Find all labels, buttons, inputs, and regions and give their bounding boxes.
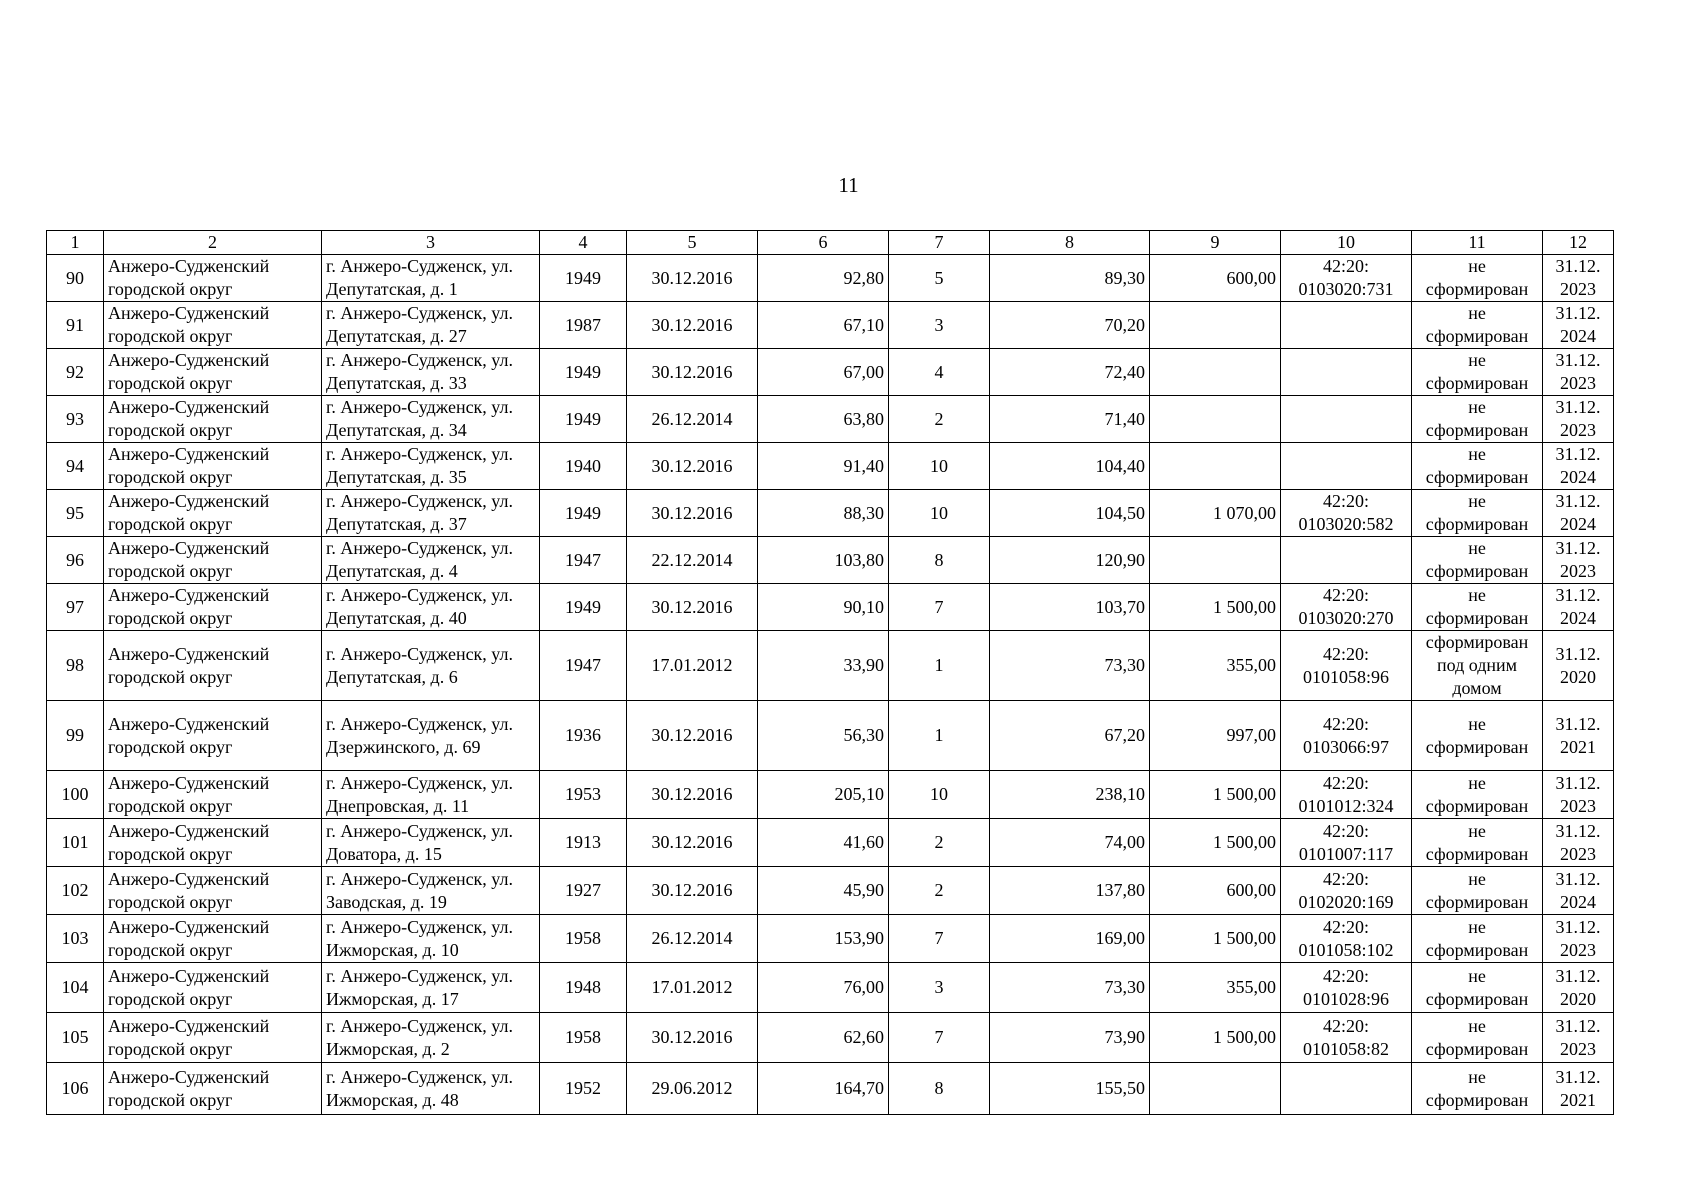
cell-year: 1927: [540, 867, 627, 915]
cell-col8: 73,90: [990, 1013, 1150, 1063]
cell-col6: 153,90: [758, 915, 889, 963]
cell-col9: 997,00: [1150, 701, 1281, 771]
cell-municipality: Анжеро-Судженский городской округ: [104, 255, 322, 302]
cell-address: г. Анжеро-Судженск, ул. Дзержинского, д. 69: [322, 701, 540, 771]
column-header: 12: [1543, 231, 1614, 255]
cell-number: 97: [47, 584, 104, 631]
cell-number: 105: [47, 1013, 104, 1063]
column-header: 1: [47, 231, 104, 255]
cell-col6: 33,90: [758, 631, 889, 701]
cell-col8: 74,00: [990, 819, 1150, 867]
table-row: [47, 255, 1614, 302]
cell-land-status: не сформирован: [1412, 443, 1543, 490]
cell-address: г. Анжеро-Судженск, ул. Доватора, д. 15: [322, 819, 540, 867]
cell-year: 1987: [540, 302, 627, 349]
cell-col7: 7: [889, 1013, 990, 1063]
cell-cadastral-number: 42:20: 0101058:96: [1281, 631, 1412, 701]
cell-col9: 1 500,00: [1150, 819, 1281, 867]
cell-cadastral-number: 42:20: 0103066:97: [1281, 701, 1412, 771]
cell-deadline: 31.12. 2023: [1543, 915, 1614, 963]
cell-address: г. Анжеро-Судженск, ул. Депутатская, д. 6: [322, 631, 540, 701]
cell-date: 30.12.2016: [627, 443, 758, 490]
cell-number: 98: [47, 631, 104, 701]
table-row: [47, 302, 1614, 349]
cell-col6: 45,90: [758, 867, 889, 915]
cell-year: 1949: [540, 584, 627, 631]
cell-col9: [1150, 443, 1281, 490]
cell-col9: [1150, 537, 1281, 584]
cell-municipality: Анжеро-Судженский городской округ: [104, 867, 322, 915]
cell-municipality: Анжеро-Судженский городской округ: [104, 349, 322, 396]
cell-deadline: 31.12. 2023: [1543, 255, 1614, 302]
cell-date: 30.12.2016: [627, 302, 758, 349]
cell-deadline: 31.12. 2021: [1543, 701, 1614, 771]
cell-year: 1947: [540, 537, 627, 584]
cell-col7: 8: [889, 1063, 990, 1115]
cell-date: 30.12.2016: [627, 255, 758, 302]
cell-year: 1948: [540, 963, 627, 1013]
cell-cadastral-number: 42:20: 0102020:169: [1281, 867, 1412, 915]
cell-deadline: 31.12. 2024: [1543, 584, 1614, 631]
cell-municipality: Анжеро-Судженский городской округ: [104, 537, 322, 584]
cell-deadline: 31.12. 2023: [1543, 396, 1614, 443]
cell-date: 17.01.2012: [627, 631, 758, 701]
table-row: [47, 349, 1614, 396]
cell-address: г. Анжеро-Судженск, ул. Депутатская, д. 40: [322, 584, 540, 631]
column-header: 4: [540, 231, 627, 255]
cell-number: 94: [47, 443, 104, 490]
cell-col7: 4: [889, 349, 990, 396]
cell-col8: 155,50: [990, 1063, 1150, 1115]
cell-land-status: не сформирован: [1412, 915, 1543, 963]
cell-cadastral-number: [1281, 1063, 1412, 1115]
cell-municipality: Анжеро-Судженский городской округ: [104, 584, 322, 631]
cell-address: г. Анжеро-Судженск, ул. Днепровская, д. 11: [322, 771, 540, 819]
cell-address: г. Анжеро-Судженск, ул. Депутатская, д. 37: [322, 490, 540, 537]
cell-col6: 67,00: [758, 349, 889, 396]
cell-col7: 1: [889, 631, 990, 701]
cell-municipality: Анжеро-Судженский городской округ: [104, 396, 322, 443]
table-row: [47, 963, 1614, 1013]
cell-municipality: Анжеро-Судженский городской округ: [104, 490, 322, 537]
cell-year: 1949: [540, 490, 627, 537]
cell-number: 104: [47, 963, 104, 1013]
cell-cadastral-number: 42:20: 0103020:270: [1281, 584, 1412, 631]
cell-col9: 1 500,00: [1150, 584, 1281, 631]
cell-year: 1953: [540, 771, 627, 819]
cell-date: 30.12.2016: [627, 819, 758, 867]
cell-number: 99: [47, 701, 104, 771]
column-header: 6: [758, 231, 889, 255]
cell-col7: 5: [889, 255, 990, 302]
table-row: [47, 537, 1614, 584]
cell-year: 1952: [540, 1063, 627, 1115]
cell-municipality: Анжеро-Судженский городской округ: [104, 1013, 322, 1063]
cell-col6: 88,30: [758, 490, 889, 537]
cell-address: г. Анжеро-Судженск, ул. Депутатская, д. 35: [322, 443, 540, 490]
cell-year: 1949: [540, 396, 627, 443]
cell-deadline: 31.12. 2021: [1543, 1063, 1614, 1115]
header-row: [47, 231, 1614, 255]
cell-cadastral-number: 42:20: 0101007:117: [1281, 819, 1412, 867]
cell-land-status: не сформирован: [1412, 349, 1543, 396]
table-row: [47, 396, 1614, 443]
cell-deadline: 31.12. 2023: [1543, 771, 1614, 819]
cell-land-status: не сформирован: [1412, 819, 1543, 867]
cell-cadastral-number: 42:20: 0101028:96: [1281, 963, 1412, 1013]
cell-land-status: не сформирован: [1412, 302, 1543, 349]
cell-date: 17.01.2012: [627, 963, 758, 1013]
cell-address: г. Анжеро-Судженск, ул. Ижморская, д. 17: [322, 963, 540, 1013]
cell-year: 1958: [540, 1013, 627, 1063]
table-row: [47, 584, 1614, 631]
cell-deadline: 31.12. 2024: [1543, 490, 1614, 537]
cell-col7: 2: [889, 867, 990, 915]
cell-col9: 600,00: [1150, 255, 1281, 302]
cell-cadastral-number: [1281, 302, 1412, 349]
table-row: [47, 443, 1614, 490]
cell-col7: 3: [889, 963, 990, 1013]
cell-land-status: не сформирован: [1412, 1063, 1543, 1115]
cell-number: 103: [47, 915, 104, 963]
cell-number: 93: [47, 396, 104, 443]
cell-col8: 103,70: [990, 584, 1150, 631]
housing-registry-table: [46, 230, 1614, 1115]
cell-cadastral-number: [1281, 396, 1412, 443]
cell-col6: 90,10: [758, 584, 889, 631]
cell-col6: 91,40: [758, 443, 889, 490]
cell-date: 26.12.2014: [627, 915, 758, 963]
table-row: [47, 701, 1614, 771]
cell-col9: [1150, 302, 1281, 349]
cell-col8: 70,20: [990, 302, 1150, 349]
cell-year: 1949: [540, 255, 627, 302]
cell-cadastral-number: 42:20: 0101012:324: [1281, 771, 1412, 819]
cell-number: 95: [47, 490, 104, 537]
cell-col9: 1 500,00: [1150, 1013, 1281, 1063]
cell-year: 1947: [540, 631, 627, 701]
column-header: 3: [322, 231, 540, 255]
cell-number: 92: [47, 349, 104, 396]
column-header: 10: [1281, 231, 1412, 255]
cell-col9: 1 070,00: [1150, 490, 1281, 537]
cell-land-status: не сформирован: [1412, 584, 1543, 631]
cell-col7: 10: [889, 771, 990, 819]
cell-year: 1913: [540, 819, 627, 867]
cell-deadline: 31.12. 2023: [1543, 537, 1614, 584]
cell-cadastral-number: 42:20: 0101058:82: [1281, 1013, 1412, 1063]
cell-col6: 103,80: [758, 537, 889, 584]
table-row: [47, 915, 1614, 963]
cell-year: 1958: [540, 915, 627, 963]
cell-land-status: не сформирован: [1412, 701, 1543, 771]
cell-col7: 2: [889, 396, 990, 443]
cell-date: 30.12.2016: [627, 349, 758, 396]
cell-col7: 10: [889, 443, 990, 490]
cell-date: 30.12.2016: [627, 701, 758, 771]
table-row: [47, 490, 1614, 537]
cell-number: 106: [47, 1063, 104, 1115]
cell-col6: 205,10: [758, 771, 889, 819]
cell-col7: 10: [889, 490, 990, 537]
cell-municipality: Анжеро-Судженский городской округ: [104, 302, 322, 349]
cell-date: 30.12.2016: [627, 1013, 758, 1063]
cell-number: 101: [47, 819, 104, 867]
cell-cadastral-number: [1281, 443, 1412, 490]
column-header: 5: [627, 231, 758, 255]
cell-date: 30.12.2016: [627, 584, 758, 631]
table-row: [47, 1013, 1614, 1063]
cell-col7: 2: [889, 819, 990, 867]
cell-col7: 8: [889, 537, 990, 584]
cell-col8: 89,30: [990, 255, 1150, 302]
cell-deadline: 31.12. 2020: [1543, 963, 1614, 1013]
table-row: [47, 771, 1614, 819]
cell-col9: [1150, 1063, 1281, 1115]
cell-col9: 1 500,00: [1150, 915, 1281, 963]
table-row: [47, 867, 1614, 915]
cell-municipality: Анжеро-Судженский городской округ: [104, 915, 322, 963]
cell-number: 90: [47, 255, 104, 302]
cell-cadastral-number: 42:20: 0103020:731: [1281, 255, 1412, 302]
cell-col8: 71,40: [990, 396, 1150, 443]
cell-municipality: Анжеро-Судженский городской округ: [104, 1063, 322, 1115]
cell-land-status: не сформирован: [1412, 537, 1543, 584]
cell-col8: 169,00: [990, 915, 1150, 963]
cell-col7: 7: [889, 915, 990, 963]
table-row: [47, 631, 1614, 701]
column-header: 7: [889, 231, 990, 255]
cell-address: г. Анжеро-Судженск, ул. Депутатская, д. 34: [322, 396, 540, 443]
cell-col9: [1150, 396, 1281, 443]
cell-col6: 62,60: [758, 1013, 889, 1063]
column-header: 2: [104, 231, 322, 255]
cell-land-status: не сформирован: [1412, 963, 1543, 1013]
cell-number: 102: [47, 867, 104, 915]
cell-address: г. Анжеро-Судженск, ул. Ижморская, д. 2: [322, 1013, 540, 1063]
cell-col8: 73,30: [990, 963, 1150, 1013]
cell-municipality: Анжеро-Судженский городской округ: [104, 701, 322, 771]
cell-date: 29.06.2012: [627, 1063, 758, 1115]
cell-cadastral-number: 42:20: 0101058:102: [1281, 915, 1412, 963]
cell-date: 30.12.2016: [627, 867, 758, 915]
cell-col7: 1: [889, 701, 990, 771]
cell-land-status: не сформирован: [1412, 771, 1543, 819]
cell-land-status: не сформирован: [1412, 490, 1543, 537]
cell-address: г. Анжеро-Судженск, ул. Депутатская, д. 33: [322, 349, 540, 396]
cell-land-status: не сформирован: [1412, 255, 1543, 302]
cell-col8: 104,50: [990, 490, 1150, 537]
cell-col7: 3: [889, 302, 990, 349]
cell-date: 22.12.2014: [627, 537, 758, 584]
column-header: 9: [1150, 231, 1281, 255]
cell-land-status: не сформирован: [1412, 396, 1543, 443]
cell-col9: 355,00: [1150, 631, 1281, 701]
cell-col8: 238,10: [990, 771, 1150, 819]
cell-year: 1940: [540, 443, 627, 490]
cell-deadline: 31.12. 2024: [1543, 443, 1614, 490]
cell-address: г. Анжеро-Судженск, ул. Ижморская, д. 48: [322, 1063, 540, 1115]
cell-col6: 41,60: [758, 819, 889, 867]
cell-col8: 72,40: [990, 349, 1150, 396]
cell-deadline: 31.12. 2024: [1543, 867, 1614, 915]
cell-cadastral-number: [1281, 349, 1412, 396]
cell-address: г. Анжеро-Судженск, ул. Депутатская, д. 1: [322, 255, 540, 302]
cell-col9: 1 500,00: [1150, 771, 1281, 819]
cell-deadline: 31.12. 2024: [1543, 302, 1614, 349]
cell-number: 100: [47, 771, 104, 819]
cell-col6: 164,70: [758, 1063, 889, 1115]
cell-address: г. Анжеро-Судженск, ул. Ижморская, д. 10: [322, 915, 540, 963]
cell-address: г. Анжеро-Судженск, ул. Депутатская, д. 4: [322, 537, 540, 584]
cell-address: г. Анжеро-Судженск, ул. Заводская, д. 19: [322, 867, 540, 915]
cell-col6: 56,30: [758, 701, 889, 771]
cell-col9: 355,00: [1150, 963, 1281, 1013]
table-row: [47, 819, 1614, 867]
cell-deadline: 31.12. 2023: [1543, 1013, 1614, 1063]
column-header: 8: [990, 231, 1150, 255]
cell-col8: 120,90: [990, 537, 1150, 584]
cell-col8: 104,40: [990, 443, 1150, 490]
column-header: 11: [1412, 231, 1543, 255]
cell-municipality: Анжеро-Судженский городской округ: [104, 963, 322, 1013]
cell-col9: [1150, 349, 1281, 396]
cell-deadline: 31.12. 2023: [1543, 349, 1614, 396]
cell-col6: 92,80: [758, 255, 889, 302]
cell-col7: 7: [889, 584, 990, 631]
cell-land-status: не сформирован: [1412, 1013, 1543, 1063]
cell-municipality: Анжеро-Судженский городской округ: [104, 631, 322, 701]
cell-col8: 67,20: [990, 701, 1150, 771]
cell-municipality: Анжеро-Судженский городской округ: [104, 443, 322, 490]
cell-col9: 600,00: [1150, 867, 1281, 915]
cell-number: 96: [47, 537, 104, 584]
cell-municipality: Анжеро-Судженский городской округ: [104, 771, 322, 819]
cell-municipality: Анжеро-Судженский городской округ: [104, 819, 322, 867]
cell-date: 30.12.2016: [627, 771, 758, 819]
cell-deadline: 31.12. 2023: [1543, 819, 1614, 867]
page-number: 11: [838, 173, 859, 197]
cell-col6: 63,80: [758, 396, 889, 443]
cell-date: 26.12.2014: [627, 396, 758, 443]
cell-deadline: 31.12. 2020: [1543, 631, 1614, 701]
cell-address: г. Анжеро-Судженск, ул. Депутатская, д. 27: [322, 302, 540, 349]
cell-date: 30.12.2016: [627, 490, 758, 537]
cell-cadastral-number: [1281, 537, 1412, 584]
table-row: [47, 1063, 1614, 1115]
cell-year: 1936: [540, 701, 627, 771]
cell-col6: 76,00: [758, 963, 889, 1013]
cell-cadastral-number: 42:20: 0103020:582: [1281, 490, 1412, 537]
cell-col6: 67,10: [758, 302, 889, 349]
cell-col8: 137,80: [990, 867, 1150, 915]
cell-land-status: не сформирован: [1412, 867, 1543, 915]
cell-land-status: сформирован под одним домом: [1412, 631, 1543, 701]
cell-number: 91: [47, 302, 104, 349]
cell-year: 1949: [540, 349, 627, 396]
cell-col8: 73,30: [990, 631, 1150, 701]
